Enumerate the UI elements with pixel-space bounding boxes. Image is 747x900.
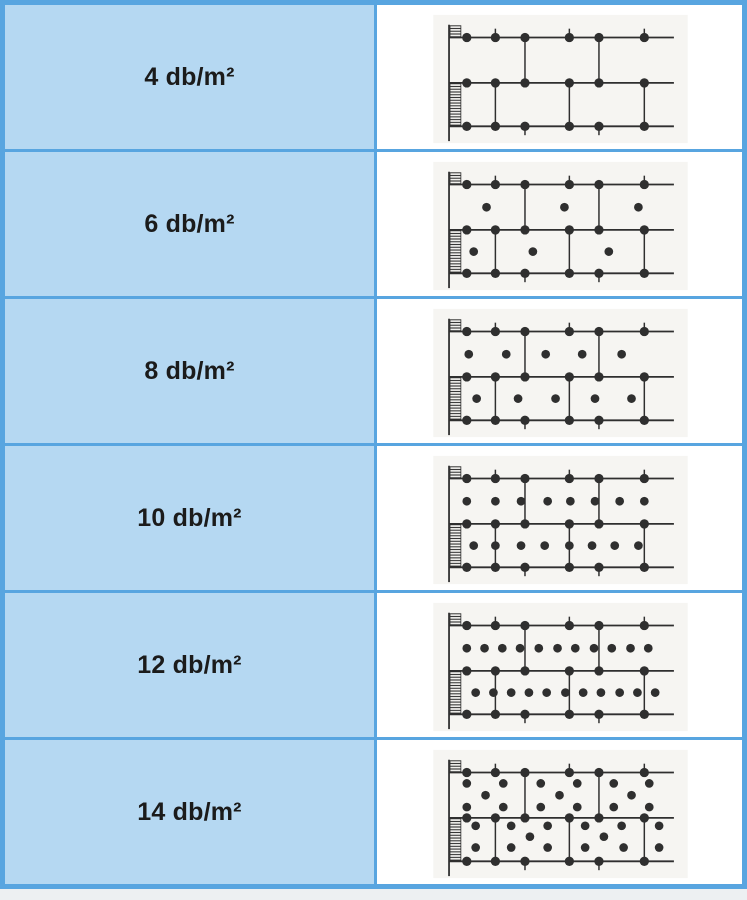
rebar-layout-diagram — [377, 740, 742, 884]
page-bottom-strip — [0, 889, 747, 900]
density-label: 12 db/m² — [137, 650, 242, 679]
rebar-layout-diagram — [377, 5, 742, 149]
density-label-cell — [5, 740, 374, 884]
density-label: 6 db/m² — [144, 209, 235, 238]
rebar-layout-diagram — [377, 446, 742, 590]
density-label: 10 db/m² — [137, 503, 242, 532]
density-label: 8 db/m² — [144, 356, 235, 385]
diagram-cell — [377, 5, 742, 149]
rebar-layout-diagram — [377, 593, 742, 737]
diagram-cell — [377, 152, 742, 296]
density-label-cell — [5, 593, 374, 737]
density-label-cell — [5, 5, 374, 149]
diagram-cell — [377, 446, 742, 590]
density-label-cell — [5, 152, 374, 296]
density-label: 14 db/m² — [137, 797, 242, 826]
density-label: 4 db/m² — [144, 62, 235, 91]
diagram-cell — [377, 593, 742, 737]
diagram-cell — [377, 740, 742, 884]
rebar-layout-diagram — [377, 152, 742, 296]
density-label-cell — [5, 446, 374, 590]
diagram-cell — [377, 299, 742, 443]
rebar-layout-diagram — [377, 299, 742, 443]
density-label-cell — [5, 299, 374, 443]
